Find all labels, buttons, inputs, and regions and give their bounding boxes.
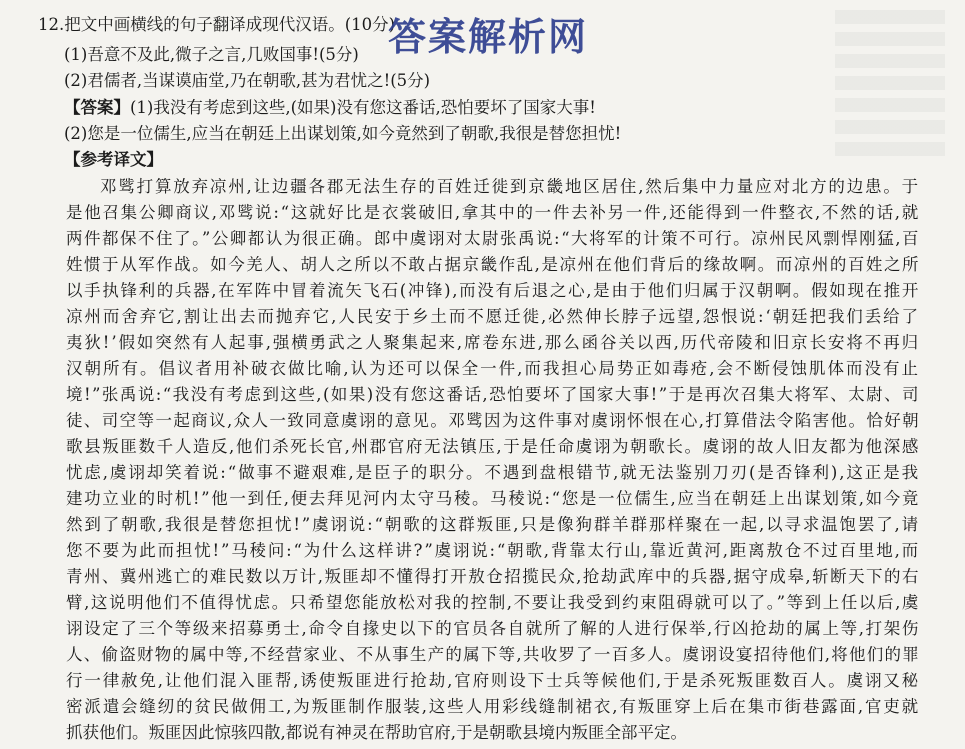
translation-line: 两件都保不住了。”公卿都认为很正确。郎中虞诩对太尉张禹说:“大将军的计策不可行。凉州民风剽悍刚猛,百	[66, 229, 920, 248]
translation-line: 夷狄!’假如突然有人起事,强横勇武之人聚集起来,席卷东进,那么函谷关以西,历代帝陵和旧京长安将不再归	[66, 333, 920, 352]
answer-line-1	[64, 97, 596, 119]
translation-line: 徒、司空等一起商议,众人一致同意虞诩的意见。邓骘因为这件事对虞诩怀恨在心,打算借法令陷害他。恰好朝	[66, 411, 920, 430]
translation-line: 建功立业的时机!”他一到任,便去拜见河内太守马稜。马稜说:“您是一位儒生,应当在朝廷上出谋划策,如今竟	[66, 489, 920, 508]
translation-line: 凉州而舍弃它,割让出去而抛弃它,人民安于乡土而不愿迁徙,必然伸长脖子远望,怨恨说:‘朝廷把我们丢给了	[66, 307, 920, 326]
translation-line: 忧虑,虞诩却笑着说:“做事不避艰难,是臣子的职分。不遇到盘根错节,就无法鉴别刀刃(是否锋利),这正是我	[66, 463, 920, 482]
translation-line: 诩设定了三个等级来招募勇士,命令自掾史以下的官员各自就所了解的人进行保举,行凶抢劫的属上等,打架伤	[66, 619, 920, 638]
translation-line: 境!”张禹说:“我没有考虑到这些,(如果)没有您这番话,恐怕要坏了国家大事!”于是再次召集大将军、太尉、司	[66, 385, 920, 404]
question-item-1: (1)吾意不及此,微子之言,几败国事!(5分)	[64, 45, 359, 64]
answer-label: 【答案】	[64, 98, 130, 117]
translation-line: 是他召集公卿商议,邓骘说:“这就好比是衣裳破旧,拿其中的一件去补另一件,还能得到一件整衣,不然的话,就	[66, 203, 920, 222]
translation-label: 【参考译文】	[64, 150, 163, 169]
bleed-through-text	[835, 10, 945, 160]
translation-line: 青州、冀州逃亡的难民数以万计,叛匪却不懂得打开敖仓招揽民众,抢劫武库中的兵器,据守成皋,斩断天下的右	[66, 567, 920, 586]
answer-text-1: (1)我没有考虑到这些,(如果)没有您这番话,恐怕要坏了国家大事!	[130, 98, 596, 117]
translation-line: 臂,这说明他们不值得忧虑。只希望您能放松对我的控制,不要让我受到约束阻碍就可以了。”等到上任以后,虞	[66, 593, 920, 612]
translation-line: 汉朝所有。倡议者用补破衣做比喻,认为还可以保全一件,而我担心局势正如毒疮,会不断侵蚀肌体而没有止	[66, 359, 920, 378]
translation-line: 姓惯于从军作战。如今羌人、胡人之所以不敢占据京畿作乱,是凉州在他们背后的缘故啊。而凉州的百姓之所	[66, 255, 920, 274]
translation-line: 行一律赦免,让他们混入匪帮,诱使叛匪进行抢劫,官府则设下士兵等候他们,于是杀死叛匪数百人。虞诩又秘	[66, 671, 920, 690]
translation-line: 密派遣会缝纫的贫民做佣工,为叛匪制作服装,这些人用彩线缝制裙衣,有叛匪穿上后在集市街巷露面,官吏就	[66, 697, 920, 716]
translation-line: 以手执锋利的兵器,在军阵中冒着流矢飞石(冲锋),而没有后退之心,是由于他们归属于汉朝啊。假如现在推开	[66, 281, 920, 300]
answer-line-2: (2)您是一位儒生,应当在朝廷上出谋划策,如今竟然到了朝歌,我很是替您担忧!	[64, 124, 622, 143]
translation-line: 邓骘打算放弃凉州,让边疆各郡无法生存的百姓迁徙到京畿地区居住,然后集中力量应对北方的边患。于	[100, 177, 920, 196]
question-title: 12.把文中画横线的句子翻译成现代汉语。(10分)	[38, 15, 396, 34]
translation-line: 抓获他们。叛匪因此惊骇四散,都说有神灵在帮助官府,于是朝歌县境内叛匪全部平定。	[66, 723, 687, 742]
translation-line: 您不要为此而担忧!”马稜问:“为什么这样讲?”虞诩说:“朝歌,背靠太行山,靠近黄河,距离敖仓不过百里地,而	[66, 541, 920, 560]
translation-line: 人、偷盗财物的属中等,不经营家业、不从事生产的属下等,共收罗了一百多人。虞诩设宴招待他们,将他们的罪	[66, 645, 920, 664]
translation-line: 然到了朝歌,我很是替您担忧!”虞诩说:“朝歌的这群叛匪,只是像狗群羊群那样聚在一起,以寻求温饱罢了,请	[66, 515, 920, 534]
translation-line: 歌县叛匪数千人造反,他们杀死长官,州郡官府无法镇压,于是任命虞诩为朝歌长。虞诩的故人旧友都为他深感	[66, 437, 920, 456]
watermark-logo: 答案解析网	[388, 15, 589, 59]
question-item-2: (2)君儒者,当谋谟庙堂,乃在朝歌,甚为君忧之!(5分)	[64, 71, 431, 90]
